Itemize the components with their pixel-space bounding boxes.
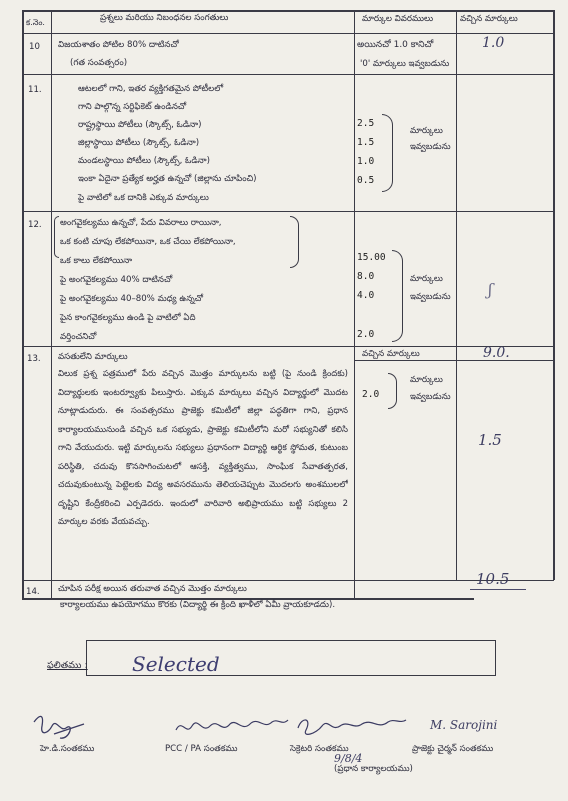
row14-obtained: 10.5 — [476, 570, 510, 588]
result-label: ఫలితము : — [47, 660, 88, 671]
row12-margin-mark: ʃ — [488, 280, 493, 299]
row11-mark-3: 1.0 — [357, 156, 375, 167]
row10-marks-1: అయినచో 1.0 కానిచో — [357, 40, 434, 50]
row11-line-6: ఇంకా ఏదైనా ప్రత్యేక అర్హత ఉన్నచో (జిల్లాను చూపించి) — [78, 174, 257, 184]
row12-mark-2: 8.0 — [357, 271, 375, 282]
secretary-signature — [292, 712, 412, 742]
row12-line-3: ఒక కాలు లేకపోయినా — [60, 256, 133, 266]
row13-paragraph: విలుక ప్రశ్న పత్రములో పేరు వచ్చిన మొత్తం మార్కులను బట్టి (పై నుండి క్రిందకు) విద్యార్థులకు ఇంటర్వ్యూకు పిలుస్తారు. ఎక్కువ మార్కులు వచ్చిన విద్యార్థులో మొదట నూట్లాడుదురు. ఈ సంవత్సరము ప్రాజెక్టు కమిటీలో జిల్లా పద్ధతిగా గాని, ప్రధాన కార్యాలయమునుండి వచ్చిన ఒక సభ్యుడు, ప్రాజెక్టు కమిటీలోని మరో సభ్యునితో కలిసి గాని వేయుదురు. ఇట్టి మార్కులను సభ్యులు ప్రధానంగా విద్యార్థి ఆర్థిక స్థోమత, కుటుంబ పరిస్థితి, చదువు కొనసాగించుటలో ఆసక్తి, వ్యక్తిత్వము, సాంఘిక సేవాతత్పరత, చదువుకుంటున్న పెట్టెలకు విద్య అవసరమును తెలియచెప్పుట మొదలగు అంశములలో దృష్టిని కేంద్రీకరించి ఎర్పడెదరు. ఇందులో వారివారి అభిప్రాయము బట్టి సభ్యులు 2 మార్కుల వరకు వేయవచ్చు. — [58, 369, 348, 527]
row13-marks-header: వచ్చిన మార్కులు — [362, 349, 420, 359]
row12-brace — [392, 250, 403, 342]
row12-line-2: ఒక కంటి చూపు లేకపోయినా, ఒక చేయి లేకపోయినా, — [60, 237, 236, 247]
row11-mark-1: 2.5 — [357, 118, 375, 129]
row11-number: 11. — [28, 85, 42, 95]
header-sno: క.నెం. — [26, 18, 45, 27]
secretary-sub-label: (ప్రధాన కార్యాలయము) — [334, 764, 413, 774]
row11-line-7: పై వాటిలో ఒక దానికి ఎక్కువ మార్కులు — [78, 193, 209, 203]
row12-line-7: వర్తించనిచో — [60, 332, 97, 342]
header-marks-obtained: వచ్చిన మార్కులు — [460, 14, 518, 24]
row-sep-11 — [22, 211, 554, 212]
row-sep-header — [22, 33, 554, 34]
row11-line-4: జిల్లాస్థాయి పోటీలు (స్కౌట్స్, ఓడినా) — [78, 138, 200, 148]
row12-right-bracket — [290, 216, 299, 268]
col-sep-2 — [354, 10, 355, 600]
row13-obtained: 1.5 — [478, 431, 502, 449]
header-marks-details: మార్కుల వివరములు — [362, 14, 434, 24]
row11-line-2: గాని పాల్గొన్న సర్టిఫికెట్ ఉండినచో — [78, 102, 187, 112]
row13-title: వసతులేని మార్కులు — [58, 352, 128, 362]
row12-left-bracket — [54, 216, 59, 258]
header-questions: ప్రశ్నలు మరియు నిబంధనల సంగతులు — [100, 13, 229, 23]
secretary-signature-label: సెక్రెటరి సంతకము — [290, 744, 349, 754]
table-border-top — [22, 10, 554, 12]
row-sep-10 — [22, 74, 554, 75]
row10-line-2: (గత సంవత్సరం) — [70, 58, 128, 68]
row14-obtained-underline — [470, 589, 526, 590]
result-value: Selected — [132, 652, 220, 676]
row12-line-6: పైన కాంగవైకల్యము ఉండి పై వాటిలో ఏది — [60, 313, 196, 323]
row11-mark-2: 1.5 — [357, 137, 375, 148]
row13-marks-note-1: మార్కులు — [410, 375, 443, 385]
row12-mark-4: 2.0 — [357, 329, 375, 340]
row11-marks-note-2: ఇవ్వబడును — [410, 142, 451, 152]
row10-line-1: విజయశాతం పోటిల 80% దాటినచో — [58, 40, 179, 50]
pcc-signature — [172, 712, 292, 742]
table-border-right — [553, 10, 555, 580]
row12-line-5: పై అంగవైకల్యము 40–80% మధ్య ఉన్నచో — [60, 294, 204, 304]
row11-line-1: ఆటలలో గాని, ఇతర వ్యక్తిగతమైన పోటీలలో — [78, 84, 224, 94]
row10-marks-2: '0' మార్కులు ఇవ్వబడును — [360, 59, 450, 69]
row12-number: 12. — [28, 220, 42, 230]
secretary-date: 9/8/4 — [334, 752, 363, 765]
row13-number: 13. — [27, 354, 41, 364]
hm-signature — [30, 712, 90, 746]
row11-line-5: మండలస్థాయి పోటీలు (స్కౌట్స్, ఓడినా) — [78, 156, 210, 166]
row10-obtained: 1.0 — [482, 35, 505, 51]
row12-mark-1: 15.00 — [357, 252, 386, 263]
col-sep-1 — [51, 10, 52, 600]
row12-line-4: పై అంగవైకల్యము 40% దాటినచో — [60, 275, 173, 285]
pcc-signature-label: PCC / PA సంతకము — [165, 744, 238, 754]
row11-marks-note-1: మార్కులు — [410, 126, 443, 136]
row12-line-1: అంగవైకల్యము ఉన్నచో, పేదు వివరాలు రాయినా, — [60, 218, 222, 228]
row14-text: చూపిన పరీక్ష అయిన తరువాత వచ్చిన మొత్తం మార్కులు — [58, 584, 247, 594]
row12-marks-note-1: మార్కులు — [410, 274, 443, 284]
row-sep-13-marks — [354, 360, 554, 361]
row-sep-13 — [22, 580, 554, 581]
row12-marks-note-2: ఇవ్వబడును — [410, 292, 451, 302]
chairman-signature-label: ప్రాజెక్టు చైర్మన్ సంతకము — [412, 744, 494, 754]
row12-mark-3: 4.0 — [357, 290, 375, 301]
row13-obtained-total: 9.0. — [483, 345, 510, 361]
col-sep-3 — [456, 10, 457, 580]
row14-number: 14. — [26, 587, 40, 597]
row11-line-3: రాష్ట్రస్థాయి పోటీలు (స్కౌట్స్, ఓడినా) — [78, 120, 202, 130]
row11-mark-4: 0.5 — [357, 175, 375, 186]
row-sep-12 — [22, 346, 554, 347]
office-use-note: కార్యాలయము ఉపయోగము కొరకు (విద్యార్థి ఈ క్రింది ఖాళీలో ఏమీ వ్రాయకూడదు). — [60, 600, 336, 610]
chairman-name: M. Sarojini — [430, 718, 498, 732]
row10-number: 10 — [29, 42, 40, 52]
row13-brace — [388, 373, 397, 409]
row13-marks-note-2: ఇవ్వబడును — [410, 392, 451, 402]
hm-signature-label: హె.డి.సంతకము — [40, 744, 95, 754]
row13-mark-1: 2.0 — [362, 389, 380, 400]
table-border-left — [22, 10, 24, 600]
row11-brace — [382, 114, 393, 192]
